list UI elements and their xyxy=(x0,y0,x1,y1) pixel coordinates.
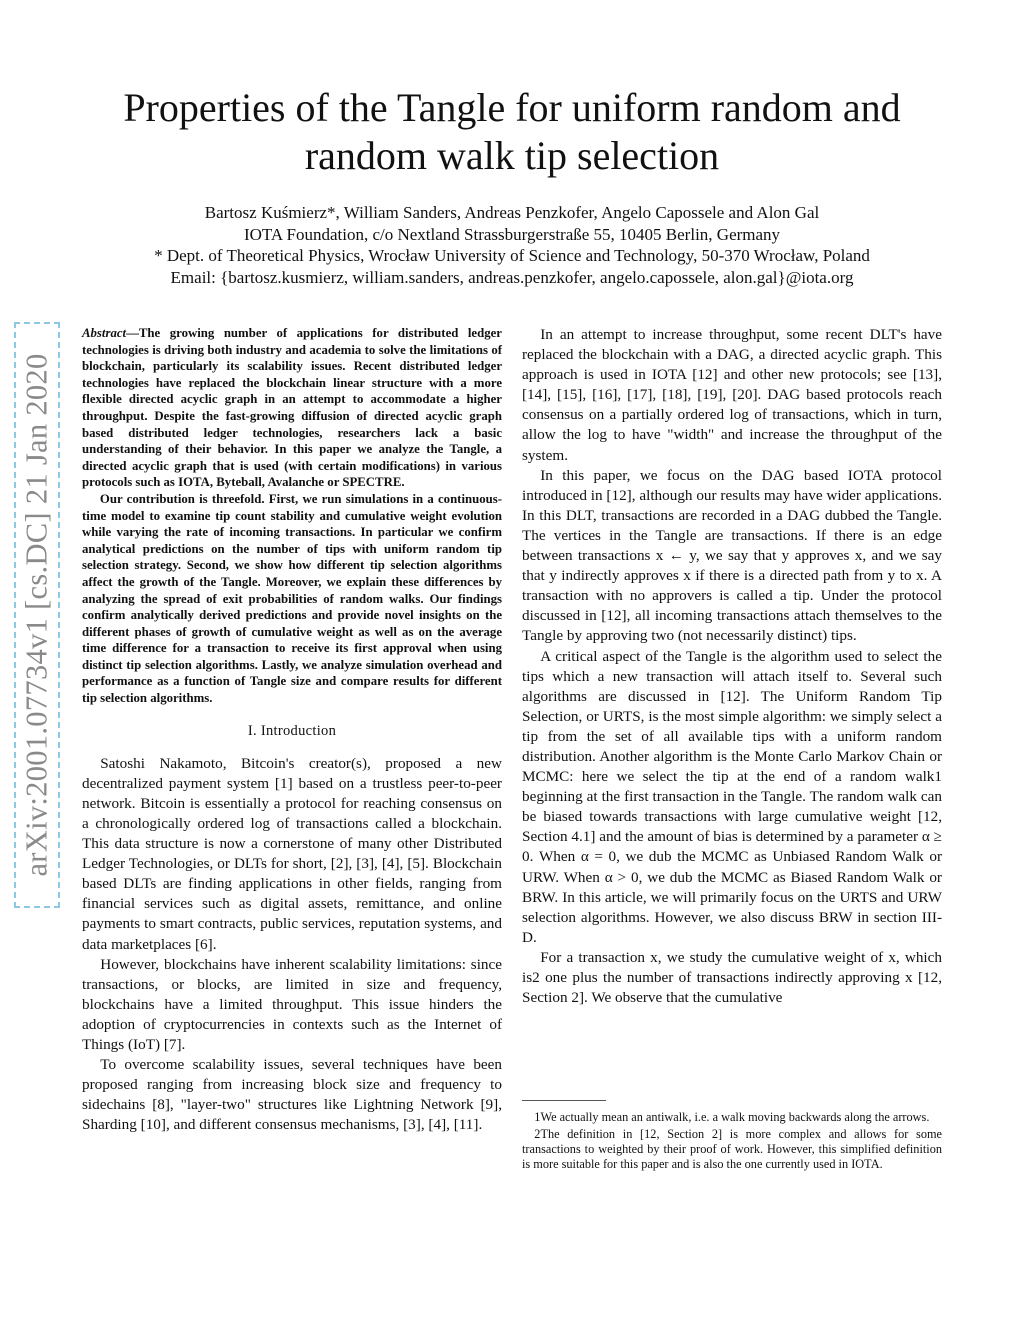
intro-paragraph-6: A critical aspect of the Tangle is the algorithm used to select the tips which a new transaction will attach itself to. Several such algorithms are discussed in [12]. The Uniform Random Tip Selection, or URTS, is the most simple algorithm: we simply select a tip from the set of all available tips with a uniform random distribution. Another algorithm is the Monte Carlo Markov Chain or MCMC: here we select the tip at the end of a random walk1 beginning at the first transaction in the Tangle. The random walk can be biased towards transactions with large cumulative weight [12, Section 4.1] and the amount of bias is determined by a parameter α ≥ 0. When α = 0, we dub the MCMC as Unbiased Random Walk or URW. When α > 0, we dub the MCMC as Biased Random Walk or BRW. In this article, we will primarily focus on the URTS and URW selection algorithms. However, we also discuss BRW in section III-D. xyxy=(522,647,942,946)
abstract-label: Abstract xyxy=(82,326,127,340)
section-heading-introduction: I. Introduction xyxy=(247,722,337,739)
intro-paragraph-2: However, blockchains have inherent scalability limitations: since transactions, or blocks, are limited in size and frequency, blockchains have a limited throughput. This issue hinders the adoption of cryptocurrencies in contexts such as the Internet of Things (IoT) [7]. xyxy=(82,955,502,1053)
right-column xyxy=(522,325,942,1008)
intro-paragraph-7: For a transaction x, we study the cumulative weight of x, which is2 one plus the number of transactions indirectly approving x [12, Section 2]. We observe that the cumulative xyxy=(522,948,942,1007)
arxiv-stamp xyxy=(14,322,60,908)
abstract-paragraph-1: Abstract—The growing number of applications for distributed ledger technologies is driving both industry and academia to solve the limitations of blockchain, particularly its scalability issues. Recent distributed ledger technologies have replaced the blockchain linear structure with a more flexible directed acyclic graph in an attempt to accommodate a higher throughput. Despite the fast-growing diffusion of directed acyclic graph based distributed ledger technologies, researchers lack a basic understanding of their behavior. In this paper we analyze the Tangle, a directed acyclic graph that is used (with certain modifications) in various protocols such as IOTA, Byteball, Avalanche or SPECTRE. xyxy=(82,326,502,490)
author-block xyxy=(80,202,944,288)
abstract-paragraph-2: Our contribution is threefold. First, we run simulations in a continuous-time model to examine tip count stability and cumulative weight evolution while varying the rate of incoming transactions. In particular we confirm analytical predictions on the number of tips with uniform random tip selection strategy. Second, we show how different tip selection algorithms affect the growth of the Tangle. Moreover, we explain these differences by analyzing the spread of exit probabilities of random walks. Our findings confirm analytically derived predictions and provide novel insights on the different phases of growth of cumulative weight as well as on the average time difference for a transaction to receive its first approval when using distinct tip selection algorithms. Lastly, we analyze simulation overhead and performance as a function of Tangle size and compare results for different tip selection algorithms. xyxy=(82,491,502,706)
arxiv-stamp-text: arXiv:2001.07734v1 [cs.DC] 21 Jan 2020 xyxy=(19,353,54,877)
footnotes xyxy=(522,1110,942,1174)
intro-paragraph-5: In this paper, we focus on the DAG based IOTA protocol introduced in [12], although our results may have wider applications. In this DLT, transactions are recorded in a DAG dubbed the Tangle. The vertices in the Tangle are transactions. If there is an edge between transactions x ← y, we say that y approves x, and we say that y indirectly approves x if there is a directed path from y to x. A transaction with no approvers is called a tip. Under the protocol discussed in [12], all incoming transactions attach themselves to the Tangle by approving two (not necessarily distinct) tips. xyxy=(522,466,942,645)
paper-title: Properties of the Tangle for uniform random and random walk tip selection xyxy=(123,85,901,178)
footnote-rule xyxy=(522,1100,606,1101)
abstract-text-1: The growing number of applications for distributed ledger technologies is driving both industry and academia to solve the limitations of blockchain, particularly its scalability issues. Recent distributed ledger technologies have replaced the blockchain linear structure with a more flexible directed acyclic graph in an attempt to accommodate a higher throughput. Despite the fast-growing diffusion of directed acyclic graph based distributed ledger technologies, researchers lack a basic understanding of their behavior. In this paper we analyze the Tangle, a directed acyclic graph that is used (with certain modifications) in various protocols such as IOTA, Byteball, Avalanche or SPECTRE. xyxy=(82,326,502,490)
affiliation-1: IOTA Foundation, c/o Nextland Strassburgerstraße 55, 10405 Berlin, Germany xyxy=(243,224,781,244)
intro-paragraph-4: In an attempt to increase throughput, some recent DLT's have replaced the blockchain with a DAG, a directed acyclic graph. This approach is used in IOTA [12] and other new protocols; see [13], [14], [15], [16], [17], [18], [19], [20]. DAG based protocols reach consensus on a partially ordered log of transactions, which in turn, allow the log to have "width" and increase the throughput of the system. xyxy=(522,326,942,464)
author-email: Email: {bartosz.kusmierz, william.sanders, andreas.penzkofer, angelo.capossele, alon.gal}@iota.org xyxy=(170,267,854,287)
affiliation-2: * Dept. of Theoretical Physics, Wrocław University of Science and Technology, 50-370 Wrocław, Poland xyxy=(154,246,870,265)
footnote-1: 1We actually mean an antiwalk, i.e. a walk moving backwards along the arrows. xyxy=(534,1110,930,1124)
author-names: Bartosz Kuśmierz*, William Sanders, Andreas Penzkofer, Angelo Capossele and Alon Gal xyxy=(204,203,820,222)
left-column xyxy=(82,325,502,1135)
footnote-2: 2The definition in [12, Section 2] is more complex and allows for some transactions to weighted by their proof of work. However, this simplified definition is more suitable for this paper and is also the one currently used in IOTA. xyxy=(522,1127,942,1171)
intro-paragraph-1: Satoshi Nakamoto, Bitcoin's creator(s), proposed a new decentralized payment system [1] based on a trustless peer-to-peer network. Bitcoin is essentially a protocol for reaching consensus on a chronologically ordered log of transactions called a blockchain. This data structure is now a cornerstone of many other Distributed Ledger Technologies, or DLTs for short, [2], [3], [4], [5]. Blockchain based DLTs are finding applications in other fields, ranging from financial services such as digital assets, remittance, and online payments to smart contracts, public services, reputation systems, and data marketplaces [6]. xyxy=(82,754,502,953)
intro-paragraph-3: To overcome scalability issues, several techniques have been proposed ranging from increasing block size and frequency to sidechains [8], "layer-two" structures like Lightning Network [9], Sharding [10], and different consensus mechanisms, [3], [4], [11]. xyxy=(82,1056,502,1134)
